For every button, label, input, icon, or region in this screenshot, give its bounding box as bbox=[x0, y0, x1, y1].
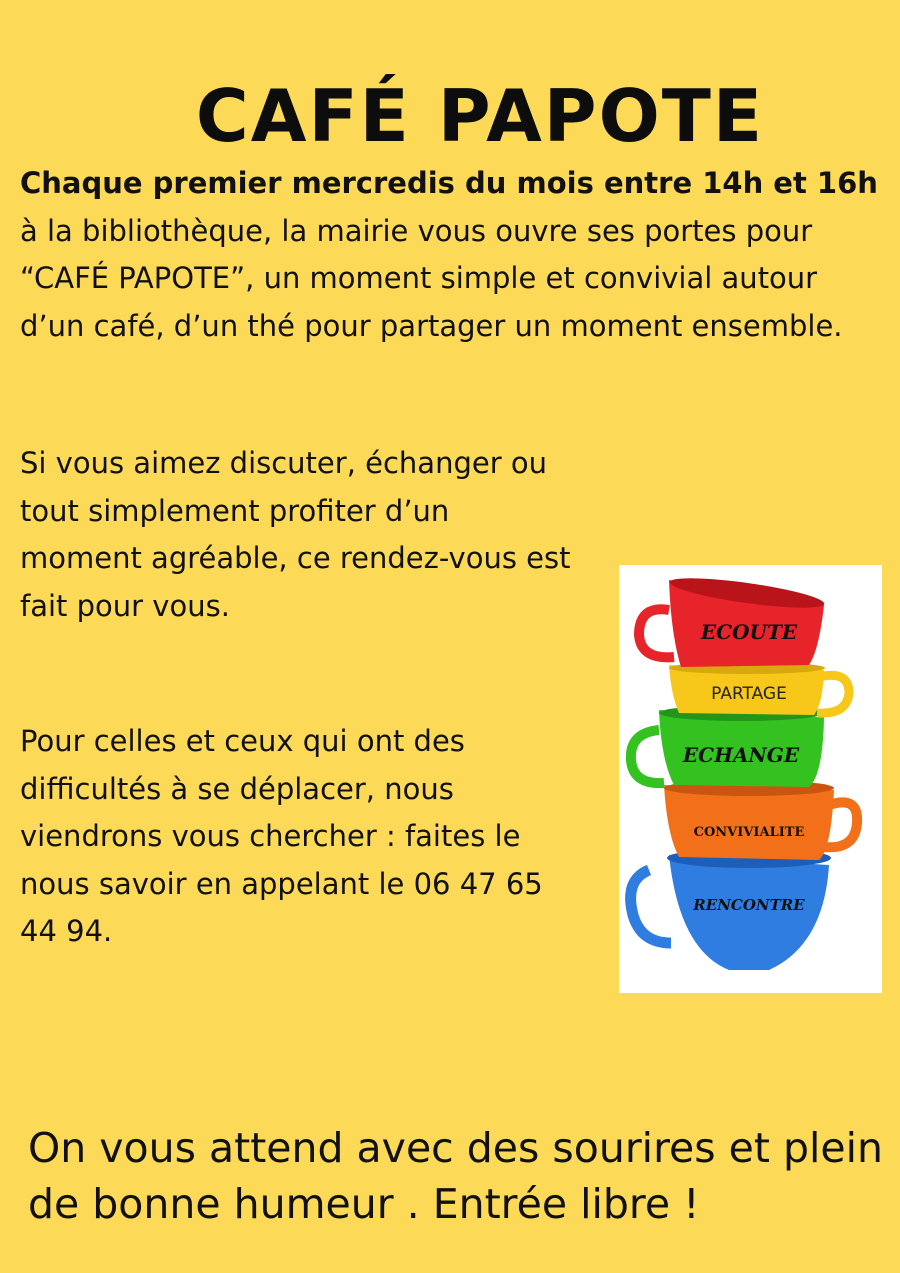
invitation-paragraph: Si vous aimez discuter, échanger ou tout simplement profiter d’un moment agréable, ce rendez-vous est fait pour vous. bbox=[20, 446, 571, 623]
cup-convivialite bbox=[664, 780, 857, 860]
transport-paragraph: Pour celles et ceux qui ont des difficultés à se déplacer, nous viendrons vous chercher : faites le nous savoir en appelant le 06 47 65 44 94. bbox=[20, 724, 543, 948]
cup-echange bbox=[631, 705, 824, 787]
cup-rencontre bbox=[631, 848, 831, 970]
cup-ecoute bbox=[639, 572, 826, 667]
cup-label-ecoute: ECOUTE bbox=[700, 620, 798, 644]
cup-label-rencontre: RENCONTRE bbox=[693, 896, 805, 914]
cup-label-echange: ECHANGE bbox=[682, 743, 800, 767]
intro-paragraph bbox=[20, 160, 880, 350]
footer-message: On vous attend avec des sourires et plein de bonne humeur . Entrée libre ! bbox=[28, 1124, 883, 1228]
stacked-cups-image bbox=[619, 565, 882, 993]
cup-partage bbox=[669, 662, 849, 715]
intro-text: à la bibliothèque, la mairie vous ouvre ses portes pour “CAFÉ PAPOTE”, un moment simple et convivial autour d’un café, d’un thé pour partager un moment ensemble. bbox=[20, 213, 843, 343]
cup-label-convivialite: CONVIVIALITE bbox=[693, 825, 805, 840]
intro-lead: Chaque premier mercredis du mois entre 14h et 16h bbox=[20, 166, 878, 200]
page-title: CAFÉ PAPOTE bbox=[195, 74, 765, 159]
cup-label-partage: PARTAGE bbox=[711, 684, 787, 704]
